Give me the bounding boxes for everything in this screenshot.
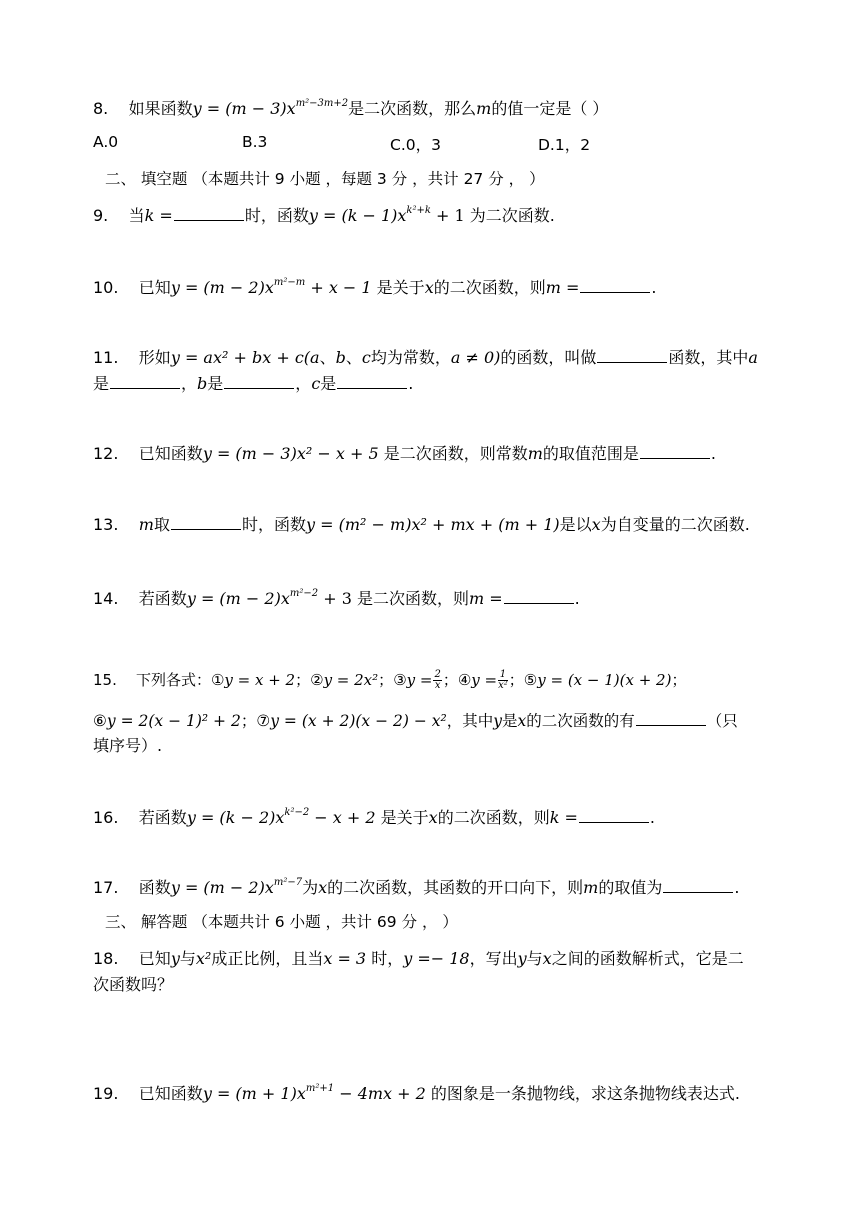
question-text: .	[574, 589, 580, 608]
question-number: 9.	[93, 206, 109, 225]
math-expression: + 3	[318, 589, 352, 608]
circled-number: ①	[210, 671, 225, 689]
math-expression: y = (k − 1)x	[308, 206, 407, 225]
math-variable: x	[591, 515, 601, 534]
math-exponent: m²−m	[273, 276, 306, 288]
math-variable: m	[527, 444, 543, 463]
question-text: 的二次函数，则	[433, 278, 546, 297]
math-expression: y = (m − 2)x	[170, 278, 274, 297]
math-variable: b	[197, 374, 208, 393]
question-text: 时，函数	[241, 515, 306, 534]
question-12	[93, 443, 716, 464]
option-a: A.0	[93, 133, 119, 151]
math-variable: x	[318, 878, 328, 897]
math-expression: y = (m + 1)x	[202, 1084, 306, 1103]
question-text: 的二次函数，其函数的开口向下，则	[327, 878, 584, 897]
question-10	[93, 277, 657, 298]
question-text: 函数，其中	[668, 348, 749, 367]
math-variable: m	[583, 878, 599, 897]
question-number: 11.	[93, 348, 119, 367]
fraction-numerator: 1	[499, 669, 507, 680]
math-expression: y = (k − 2)x	[186, 808, 285, 827]
question-number: 8.	[93, 99, 109, 118]
answer-blank[interactable]	[597, 347, 667, 363]
question-text: 时，	[366, 949, 404, 968]
question-17	[93, 877, 739, 898]
separator: ；	[240, 712, 257, 730]
circled-number: ③	[393, 671, 407, 689]
option-c: C.0，3	[390, 136, 441, 154]
question-text: 的取值范围是	[542, 444, 639, 463]
question-text: 为二次函数.	[464, 206, 555, 225]
answer-blank[interactable]	[504, 588, 574, 604]
math-expression: − x + 2	[309, 808, 376, 827]
question-text: 已知函数	[138, 1084, 203, 1103]
math-expression: a ≠ 0)	[450, 348, 501, 367]
question-text: ，写出	[469, 949, 518, 968]
math-exponent: k²+k	[406, 204, 431, 216]
question-number: 19.	[93, 1084, 119, 1103]
math-expression: y =	[471, 671, 498, 689]
math-exponent: m²−2	[289, 587, 319, 599]
math-expression: y = (m − 2)x	[170, 878, 274, 897]
question-text: .	[408, 374, 414, 393]
question-text: .	[651, 278, 657, 297]
question-text: 当	[128, 206, 145, 225]
question-11-line-2	[93, 373, 413, 394]
answer-blank[interactable]	[580, 277, 650, 293]
math-expression: y =	[406, 671, 433, 689]
question-text: 已知函数	[138, 444, 203, 463]
math-variable: b	[335, 348, 346, 367]
question-text: 是关于	[371, 278, 425, 297]
question-text: 成正比例，且当	[211, 949, 324, 968]
math-expression: − 4mx + 2	[334, 1084, 426, 1103]
question-text: 的二次函数的有	[526, 712, 635, 730]
math-expression: y = (x + 2)(x − 2) − x²	[270, 712, 447, 730]
question-text: 是	[320, 374, 337, 393]
circled-number: ②	[310, 671, 324, 689]
question-text: 函数	[138, 878, 171, 897]
question-text: .	[734, 878, 740, 897]
question-text: 是	[502, 712, 518, 730]
question-text: 、	[319, 348, 336, 367]
math-variable: x	[424, 278, 434, 297]
math-variable: c	[311, 374, 321, 393]
question-text: 形如	[138, 348, 171, 367]
question-number: 10.	[93, 278, 119, 297]
math-expression: y = (m − 3)x² − x + 5	[202, 444, 379, 463]
question-14	[93, 588, 580, 609]
question-text: 是二次函数，那么	[348, 99, 477, 118]
math-expression: y = x + 2	[224, 671, 296, 689]
question-13	[93, 514, 750, 535]
answer-blank[interactable]	[171, 514, 241, 530]
question-18-line-2: 次函数吗？	[93, 975, 174, 994]
question-number: 14.	[93, 589, 119, 608]
math-expression: + x − 1	[305, 278, 372, 297]
separator: ；	[671, 671, 687, 689]
option-b: B.3	[242, 133, 268, 151]
answer-blank[interactable]	[579, 807, 649, 823]
math-variable: a	[748, 348, 758, 367]
fraction-denominator: x²	[498, 680, 508, 691]
answer-blank[interactable]	[110, 373, 180, 389]
math-variable: c	[361, 348, 371, 367]
question-text: 若函数	[138, 589, 187, 608]
math-expression: k =	[549, 808, 578, 827]
math-expression: x²	[195, 949, 212, 968]
question-number: 16.	[93, 808, 119, 827]
separator: ；	[508, 671, 524, 689]
math-expression: y = ax² + bx + c(a	[170, 348, 320, 367]
question-text: 如果函数	[128, 99, 193, 118]
question-text: 为	[302, 878, 319, 897]
question-15	[93, 670, 686, 691]
math-variable: y	[170, 949, 180, 968]
question-number: 15.	[93, 671, 117, 689]
math-expression: y = (m² − m)x² + mx + (m + 1)	[306, 515, 560, 534]
question-text: 已知	[138, 949, 171, 968]
math-exponent: m²−3m+2	[295, 97, 349, 109]
math-variable: y	[517, 949, 527, 968]
question-19	[93, 1084, 740, 1104]
section-heading-fill-blank: 二、 填空题 （本题共计 9 小题 ，每题 3 分 ，共计 27 分 ， ）	[105, 170, 545, 188]
math-variable: x	[542, 949, 552, 968]
question-text: 是二次函数，则常数	[378, 444, 528, 463]
question-number: 18.	[93, 949, 119, 968]
question-text: 、	[345, 348, 362, 367]
question-text: ，其中	[446, 712, 494, 730]
math-expression: y = (x − 1)(x + 2)	[537, 671, 672, 689]
math-expression: y =− 18	[403, 949, 470, 968]
fraction	[433, 670, 441, 691]
question-text: 与	[526, 949, 543, 968]
math-expression: y = 2(x − 1)² + 2	[106, 712, 241, 730]
question-15-line-2	[93, 710, 738, 731]
question-number: 13.	[93, 515, 119, 534]
separator: ；	[442, 671, 458, 689]
math-expression: y = (m − 2)x	[186, 589, 290, 608]
question-9	[93, 205, 555, 226]
math-expression: y = 2x²	[323, 671, 379, 689]
question-text: 下列各式：	[135, 671, 211, 689]
question-text: 取	[153, 515, 170, 534]
answer-blank[interactable]	[640, 443, 710, 459]
math-variable: x	[517, 712, 527, 730]
question-text: 是以	[559, 515, 592, 534]
math-expression: k =	[144, 206, 173, 225]
question-text: （只	[706, 712, 738, 730]
question-number: 17.	[93, 878, 119, 897]
fraction-numerator: 2	[434, 669, 441, 680]
question-text: 已知	[138, 278, 171, 297]
question-text: 的值一定是（ ）	[491, 99, 609, 118]
section-heading-answer: 三、 解答题 （本题共计 6 小题 ，共计 69 分 ， ）	[105, 913, 458, 931]
math-variable: y	[493, 712, 503, 730]
math-expression: x = 3	[323, 949, 367, 968]
question-text: 与	[179, 949, 196, 968]
option-d: D.1，2	[538, 136, 591, 154]
question-text: 是二次函数，则	[351, 589, 469, 608]
question-8	[93, 99, 608, 119]
separator: ；	[295, 671, 311, 689]
circled-number: ⑤	[523, 671, 538, 689]
math-variable: x	[428, 808, 438, 827]
fraction-denominator: x	[434, 680, 441, 691]
answer-blank[interactable]	[224, 373, 294, 389]
math-expression: m =	[468, 589, 503, 608]
circled-number: ⑥	[93, 712, 107, 730]
question-text: 的二次函数，则	[437, 808, 550, 827]
math-exponent: m²−7	[273, 876, 303, 888]
answer-blank[interactable]	[174, 205, 244, 221]
answer-blank[interactable]	[663, 877, 733, 893]
question-text: 是	[93, 374, 110, 393]
question-18	[93, 949, 744, 969]
math-variable: m	[476, 99, 492, 118]
question-text: 的取值为	[598, 878, 663, 897]
separator: ；	[378, 671, 394, 689]
question-text: 的图象是一条抛物线，求这条抛物线表达式.	[425, 1084, 741, 1103]
question-text: 的函数，叫做	[500, 348, 597, 367]
question-text: ，	[181, 374, 198, 393]
math-variable: m	[138, 515, 154, 534]
question-text: 是关于	[375, 808, 429, 827]
question-11	[93, 347, 758, 368]
fraction	[498, 670, 508, 691]
question-number: 12.	[93, 444, 119, 463]
question-text: 是	[207, 374, 224, 393]
answer-blank[interactable]	[337, 373, 407, 389]
math-expression: + 1	[430, 206, 465, 225]
question-text: .	[649, 808, 655, 827]
math-exponent: k²−2	[284, 806, 310, 818]
math-expression: m =	[545, 278, 580, 297]
math-exponent: m²+1	[305, 1082, 335, 1094]
question-text: ，	[295, 374, 312, 393]
question-text: 为自变量的二次函数.	[600, 515, 750, 534]
question-15-line-3: 填序号）.	[93, 736, 163, 755]
question-text: .	[710, 444, 717, 463]
question-text: 时，函数	[244, 206, 309, 225]
circled-number: ④	[457, 671, 472, 689]
question-text: 均为常数，	[370, 348, 451, 367]
answer-blank[interactable]	[636, 710, 706, 726]
question-16	[93, 807, 655, 828]
circled-number: ⑦	[256, 712, 271, 730]
question-text: 若函数	[138, 808, 187, 827]
math-expression: y = (m − 3)x	[192, 99, 296, 118]
question-text: 之间的函数解析式，它是二	[551, 949, 744, 968]
